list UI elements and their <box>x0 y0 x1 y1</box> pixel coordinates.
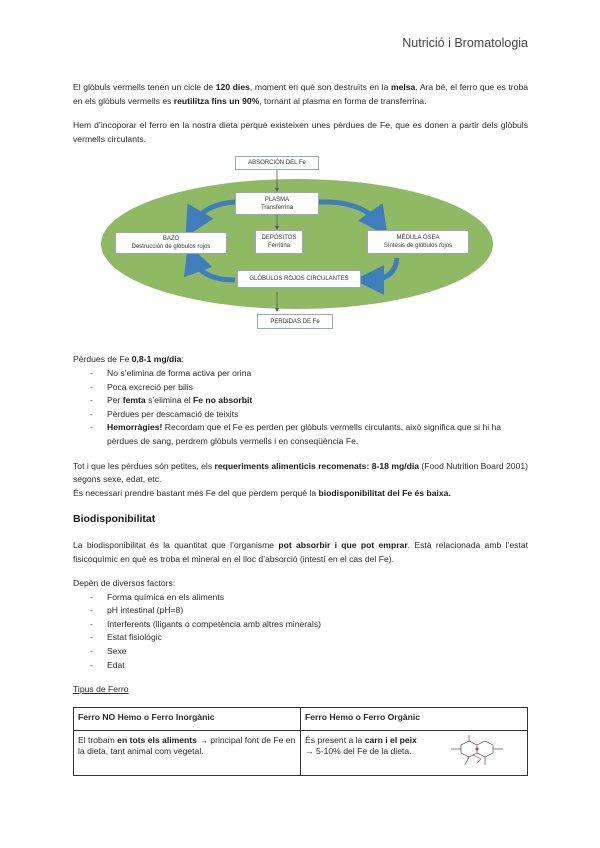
text: El glòbuls vermells tenen un cicle de <box>73 82 216 92</box>
paragraph-requeriments <box>73 460 528 487</box>
paragraph-factors-intro: Depèn de diversos factors: <box>73 578 176 589</box>
box-plasma <box>235 192 319 215</box>
text: , moment en què son destruïts en la <box>249 82 391 92</box>
bold-text: en tots els aliments <box>117 734 197 745</box>
box-sublabel: Transferrina <box>260 204 294 211</box>
bold-text: carn i el peix <box>364 734 417 745</box>
list-item <box>73 421 528 448</box>
text: És necessari prendre bastant més Fe del que perdem perquè la <box>73 487 319 498</box>
list-item: - Forma química en els aliments <box>73 591 528 605</box>
box-label: PERDIDAS DE Fe <box>270 318 320 325</box>
text: (Food Nutrition Board 2001) segons sexe, edat, etc. <box>73 460 528 485</box>
iron-cycle-diagram <box>97 152 498 339</box>
factors-list <box>73 591 528 673</box>
perdues-list <box>73 367 528 449</box>
text: → principal font de Fe en la dieta, tant animal com vegetal. <box>78 734 296 757</box>
table-header-cell: Ferro NO Hemo o Ferro Inorgànic <box>74 707 301 730</box>
text: , tornant al plasma en forma de transferrina. <box>259 95 427 106</box>
box-label: MÉDULA ÓSEA <box>396 235 440 242</box>
text: : <box>181 354 184 365</box>
bold-text: reutilitza fins un 90% <box>173 95 260 106</box>
list-item: - Poca excreció per bilis <box>73 381 528 395</box>
table-cell <box>74 730 301 775</box>
box-label: GLÓBULOS ROJOS CIRCULANTES <box>249 276 349 283</box>
paragraph-biodisp-definition <box>73 539 528 566</box>
list-item: - Estat fisiològic <box>73 631 528 645</box>
section-heading-biodisponibilitat: Biodisponibilitat <box>73 513 156 526</box>
text: Per <box>107 395 123 406</box>
list-item: - pH intestinal (pH=8) <box>73 604 528 618</box>
box-label: DEPÓSITOS <box>261 235 297 242</box>
box-label: PLASMA <box>264 196 290 203</box>
text: Pèrdues de Fe <box>73 354 132 365</box>
paragraph-incorporar: Hem d’incoporar el ferro en la nostra dieta perquè existeixen unes pèrdues de Fe, que es donen a partir dels glòbuls vermells circulants. <box>73 120 528 144</box>
bold-text: Hemorràgies! <box>107 422 163 433</box>
bold-text: pot absorbir i que pot emprar <box>278 539 408 550</box>
list-item: - Sexe <box>73 645 528 659</box>
box-depositos <box>255 230 303 254</box>
box-label: BAZO <box>162 236 180 243</box>
text: El trobam <box>78 734 118 745</box>
box-medula <box>367 230 469 254</box>
page-header-title: Nutrició i Bromatologia <box>402 36 528 50</box>
list-item: - No s’elimina de forma activa per orina <box>73 367 528 381</box>
list-item: - Pèrdues per descamació de teixits <box>73 408 528 422</box>
list-item <box>73 394 528 408</box>
text: Tot i que les pèrdues són petites, els <box>73 460 215 471</box>
table-row <box>74 730 528 775</box>
perdues-intro <box>73 353 528 367</box>
bold-text: melsa <box>390 82 416 92</box>
text: . Ara bé, el ferro que es troba en els glòbuls vermells es <box>73 82 529 106</box>
bold-text: 120 dies <box>215 82 250 92</box>
box-sublabel: Síntesis de glóbulos rojos <box>383 243 453 250</box>
table-header-cell: Ferro Hemo o Ferro Orgànic <box>301 707 528 730</box>
text: És present a la <box>305 734 365 745</box>
paragraph-biodisponibilitat-baixa <box>73 487 528 501</box>
box-sublabel: Destrucción de glóbulos rojos <box>131 244 211 251</box>
bold-text: requeriments alimenticis recomenats: 8-18 mg/dia <box>214 460 420 471</box>
box-globulos <box>237 270 361 288</box>
bold-text: biodisponibilitat del Fe és baixa. <box>318 487 451 498</box>
document-body <box>73 81 528 776</box>
box-absorcion <box>235 156 319 170</box>
subheading-tipus-ferro: Tipus de Ferro <box>73 684 129 695</box>
box-sublabel: Ferritina <box>267 243 290 250</box>
text: Recordam que el Fe es perden per glòbuls vermells circulants, això significa que si hi ha pèrdues de sang, perdrem glòbuls vermells i en conseqüència Fe. <box>107 422 502 446</box>
box-bazo <box>115 232 227 254</box>
paragraph-cicle <box>73 81 528 108</box>
table-cell <box>301 730 528 775</box>
list-item: - Interferents (lligants o competència amb altres minerals) <box>73 618 528 632</box>
box-label: ABSORCIÓN DEL Fe <box>248 160 306 167</box>
text: La biodisponibilitat és la quantitat que l’organisme <box>73 539 279 550</box>
table-header-row <box>74 707 528 730</box>
bold-text: 0,8-1 mg/dia <box>131 354 182 365</box>
iron-types-table <box>73 707 528 776</box>
box-perdidas <box>257 314 333 329</box>
list-item: - Edat <box>73 659 528 673</box>
text: s’elimina el <box>145 395 193 406</box>
heme-molecule-icon <box>441 731 523 771</box>
bold-text: femta <box>122 395 146 406</box>
bold-text: Fe no absorbit <box>193 395 253 406</box>
text: . Està relacionada amb l’estat fisicoquímic en què es troba el mineral en el lloc d’absorció (intestí en el cas del Fe). <box>73 539 528 564</box>
text: → 5-10% del Fe de la dieta. <box>305 746 412 757</box>
